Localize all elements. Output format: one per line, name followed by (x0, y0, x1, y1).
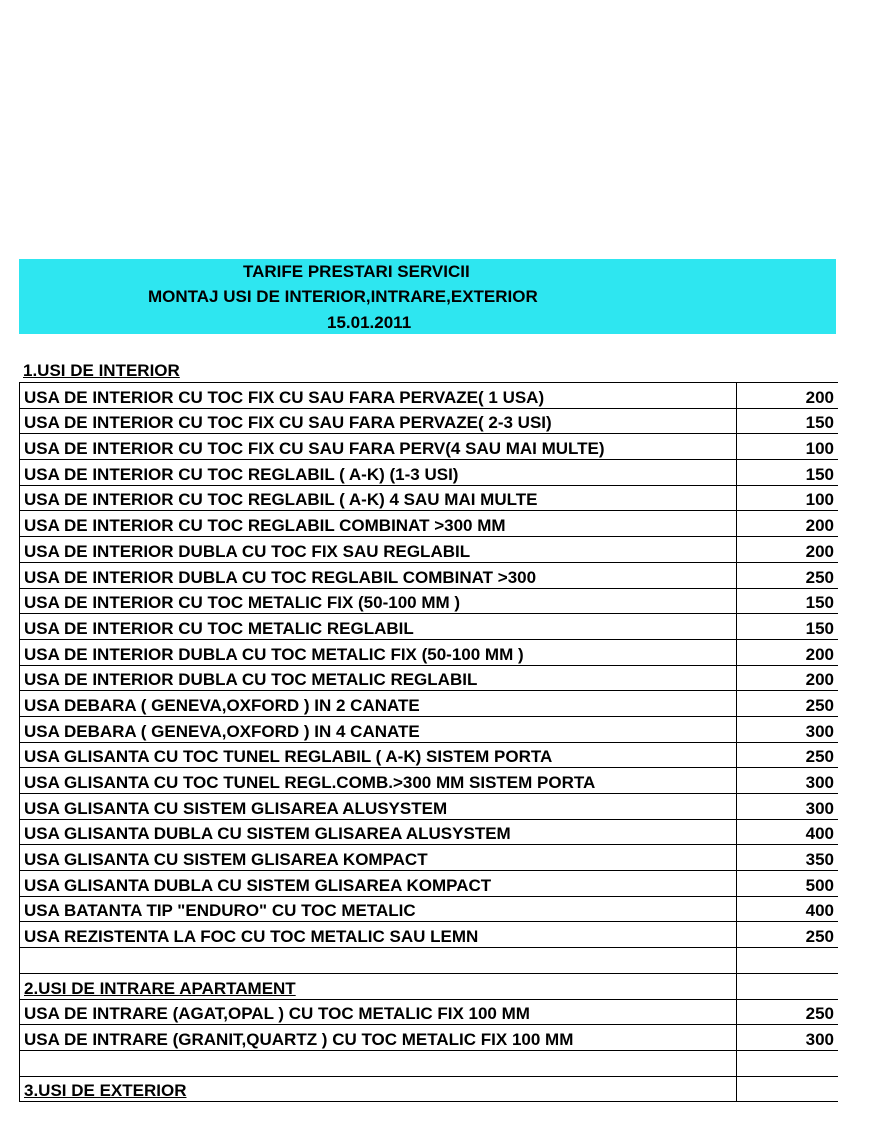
service-price (737, 1076, 839, 1102)
service-price: 200 (737, 537, 839, 563)
table-row (20, 999, 839, 1025)
service-description: USA DE INTERIOR CU TOC FIX CU SAU FARA PERV(4 SAU MAI MULTE) (20, 434, 737, 460)
table-row (20, 665, 839, 691)
service-description: USA DE INTERIOR DUBLA CU TOC REGLABIL COMBINAT >300 (20, 562, 737, 588)
service-price: 150 (737, 588, 839, 614)
service-price: 150 (737, 614, 839, 640)
service-price (737, 973, 839, 999)
service-price: 250 (737, 691, 839, 717)
service-description: USA DE INTERIOR CU TOC METALIC FIX (50-100 MM ) (20, 588, 737, 614)
table-row (20, 845, 839, 871)
table-row (20, 383, 839, 409)
service-description: USA GLISANTA DUBLA CU SISTEM GLISAREA ALUSYSTEM (20, 819, 737, 845)
table-row (20, 614, 839, 640)
service-description: USA DE INTERIOR CU TOC REGLABIL ( A-K) (1-3 USI) (20, 460, 737, 486)
table-row (20, 1025, 839, 1051)
header-banner (19, 259, 836, 334)
service-description: USA GLISANTA CU TOC TUNEL REGL.COMB.>300 MM SISTEM PORTA (20, 768, 737, 794)
table-row (20, 819, 839, 845)
service-price: 150 (737, 460, 839, 486)
service-description: USA DE INTERIOR CU TOC REGLABIL COMBINAT >300 MM (20, 511, 737, 537)
table-row (20, 588, 839, 614)
service-price: 200 (737, 383, 839, 409)
service-price: 400 (737, 896, 839, 922)
service-price: 300 (737, 716, 839, 742)
service-price: 400 (737, 819, 839, 845)
service-price: 350 (737, 845, 839, 871)
service-price (737, 1050, 839, 1076)
table-row (20, 537, 839, 563)
service-description: USA DE INTERIOR CU TOC FIX CU SAU FARA PERVAZE( 1 USA) (20, 383, 737, 409)
table-row (20, 434, 839, 460)
header-title: TARIFE PRESTARI SERVICII (243, 262, 470, 281)
table-row (20, 639, 839, 665)
section-title-interior: 1.USI DE INTERIOR (23, 361, 180, 380)
table-row (20, 485, 839, 511)
service-price (737, 948, 839, 974)
service-description: USA DE INTERIOR DUBLA CU TOC METALIC REGLABIL (20, 665, 737, 691)
service-description: USA GLISANTA DUBLA CU SISTEM GLISAREA KOMPACT (20, 871, 737, 897)
section-row (20, 1076, 839, 1102)
table-row (20, 1050, 839, 1076)
table-row (20, 896, 839, 922)
service-price: 100 (737, 485, 839, 511)
service-price: 250 (737, 742, 839, 768)
service-price: 200 (737, 665, 839, 691)
table-row (20, 768, 839, 794)
service-price: 250 (737, 562, 839, 588)
price-table (19, 382, 838, 1102)
section-heading: 2.USI DE INTRARE APARTAMENT (20, 973, 737, 999)
service-price: 300 (737, 768, 839, 794)
service-description: USA DE INTERIOR CU TOC FIX CU SAU FARA PERVAZE( 2-3 USI) (20, 408, 737, 434)
table-row (20, 460, 839, 486)
service-description: USA DEBARA ( GENEVA,OXFORD ) IN 2 CANATE (20, 691, 737, 717)
service-description: USA DE INTERIOR CU TOC REGLABIL ( A-K) 4 SAU MAI MULTE (20, 485, 737, 511)
service-price: 100 (737, 434, 839, 460)
table-row (20, 742, 839, 768)
table-row (20, 794, 839, 820)
service-price: 200 (737, 511, 839, 537)
service-description: USA DE INTERIOR DUBLA CU TOC FIX SAU REGLABIL (20, 537, 737, 563)
service-description: USA REZISTENTA LA FOC CU TOC METALIC SAU LEMN (20, 922, 737, 948)
service-price: 150 (737, 408, 839, 434)
service-description: USA GLISANTA CU TOC TUNEL REGLABIL ( A-K) SISTEM PORTA (20, 742, 737, 768)
header-subtitle: MONTAJ USI DE INTERIOR,INTRARE,EXTERIOR (148, 287, 538, 306)
service-price: 250 (737, 922, 839, 948)
service-description (20, 948, 737, 974)
section-row (20, 973, 839, 999)
service-description: USA GLISANTA CU SISTEM GLISAREA ALUSYSTEM (20, 794, 737, 820)
table-row (20, 716, 839, 742)
table-row (20, 408, 839, 434)
service-price: 300 (737, 1025, 839, 1051)
service-price: 500 (737, 871, 839, 897)
table-row (20, 511, 839, 537)
service-price: 250 (737, 999, 839, 1025)
service-description: USA DE INTERIOR CU TOC METALIC REGLABIL (20, 614, 737, 640)
service-description: USA GLISANTA CU SISTEM GLISAREA KOMPACT (20, 845, 737, 871)
service-description: USA DE INTERIOR DUBLA CU TOC METALIC FIX (50-100 MM ) (20, 639, 737, 665)
service-description: USA BATANTA TIP "ENDURO" CU TOC METALIC (20, 896, 737, 922)
table-row (20, 922, 839, 948)
header-date: 15.01.2011 (327, 313, 412, 332)
table-row (20, 871, 839, 897)
service-price: 200 (737, 639, 839, 665)
service-description (20, 1050, 737, 1076)
table-row (20, 562, 839, 588)
section-heading: 3.USI DE EXTERIOR (20, 1076, 737, 1102)
service-description: USA DE INTRARE (GRANIT,QUARTZ ) CU TOC METALIC FIX 100 MM (20, 1025, 737, 1051)
table-row (20, 691, 839, 717)
service-description: USA DEBARA ( GENEVA,OXFORD ) IN 4 CANATE (20, 716, 737, 742)
service-description: USA DE INTRARE (AGAT,OPAL ) CU TOC METALIC FIX 100 MM (20, 999, 737, 1025)
service-price: 300 (737, 794, 839, 820)
table-row (20, 948, 839, 974)
